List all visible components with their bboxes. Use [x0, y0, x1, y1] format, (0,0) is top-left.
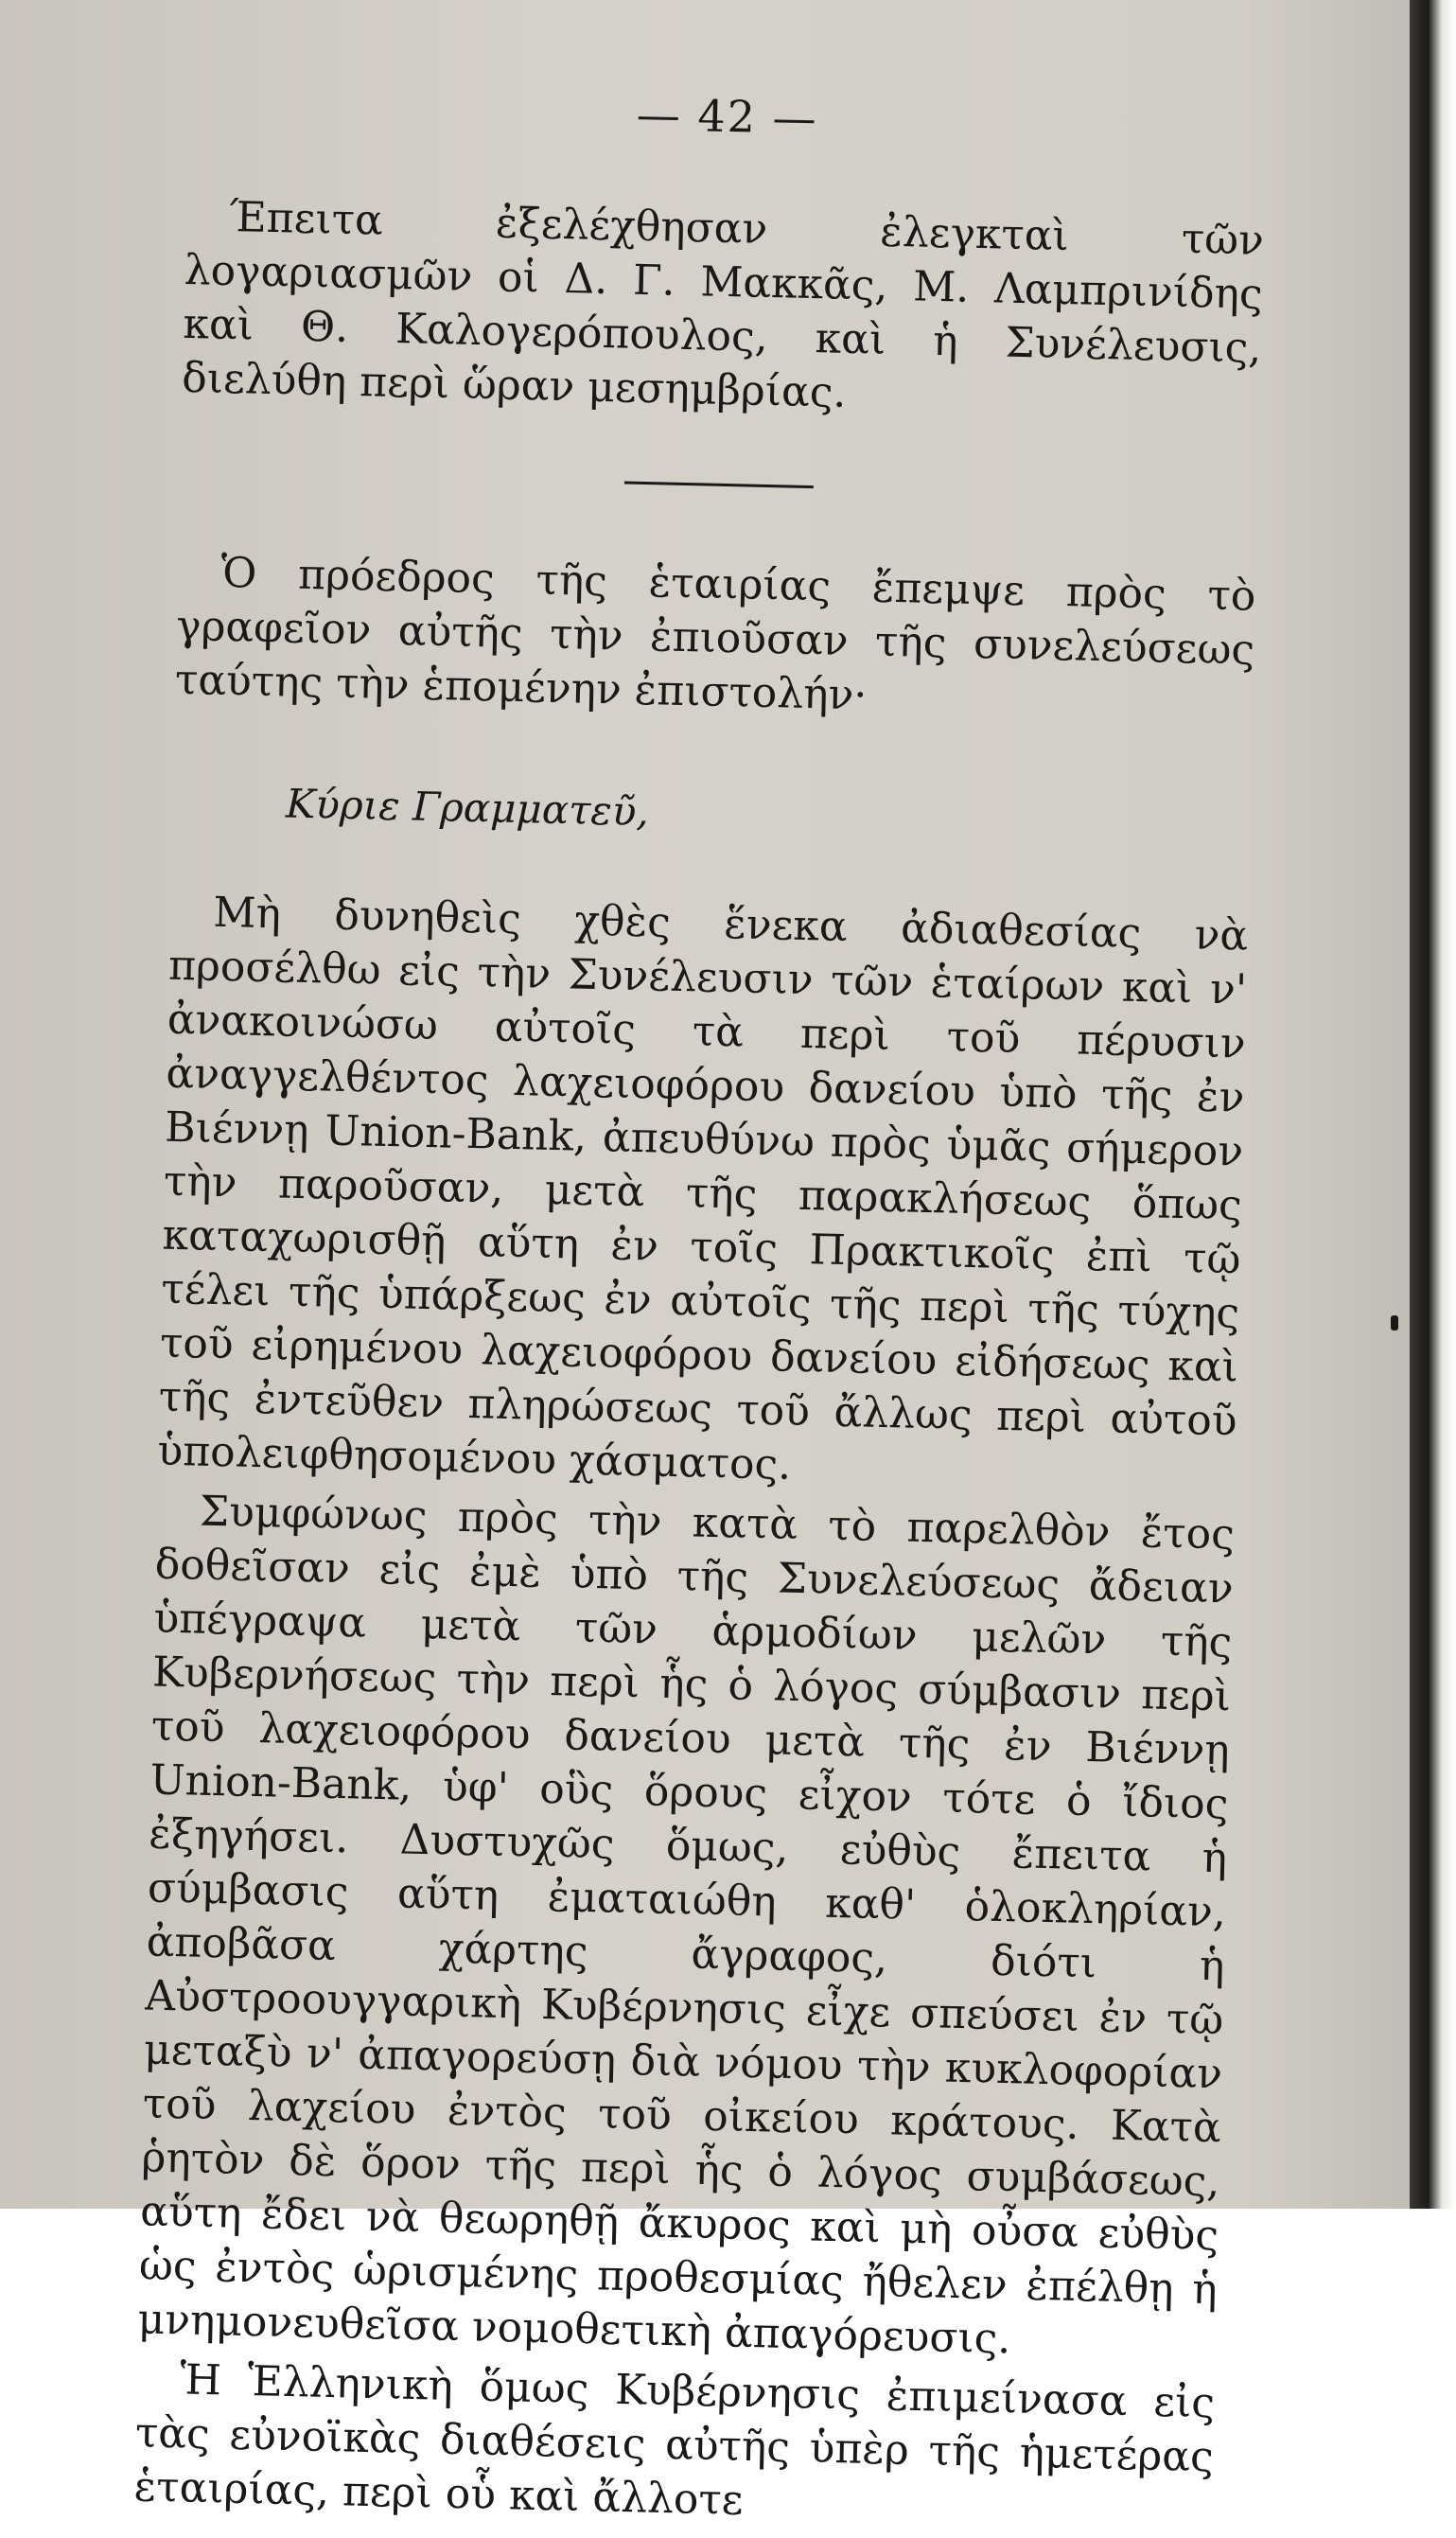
- paragraph-letter-body-3: Ἡ Ἑλληνικὴ ὅμως Κυβέρνησις ἐπιμείνασα εἰς τὰς εὐνοϊκὰς διαθέσεις αὐτῆς ὑπὲρ τῆς ἡμετέρας ἑταιρίας, περὶ οὗ καὶ ἄλλοτε: [133, 2355, 1216, 2525]
- margin-mark: [1391, 1315, 1398, 1331]
- paragraph-letter-body-1: Μὴ δυνηθεὶς χθὲς ἕνεκα ἀδιαθεσίας νὰ προσέλθω εἰς τὴν Συνέλευσιν τῶν ἑταίρων καὶ ν' ἀνακοινώσω αὐτοῖς τὰ περὶ τοῦ πέρυσιν ἀναγγελθέντος λαχειοφόρου δανείου ὑπὸ τῆς ἐν Βιέννῃ Union-Bank, ἀπευθύνω πρὸς ὑμᾶς σήμερον τὴν παροῦσαν, μετὰ τῆς παρακλήσεως ὅπως καταχωρισθῇ αὕτη ἐν τοῖς Πρακτικοῖς ἐπὶ τῷ τέλει τῆς ὑπάρξεως ἐν αὐτοῖς τῆς περὶ τῆς τύχης τοῦ εἰρημένου λαχειοφόρου δανείου εἰδήσεως καὶ τῆς ἐντεῦθεν πληρώσεως τοῦ ἄλλως περὶ αὐτοῦ ὑπολειφθησομένου χάσματος.: [156, 888, 1249, 1489]
- paragraph-letter-body-2: Συμφώνως πρὸς τὴν κατὰ τὸ παρελθὸν ἔτος δοθεῖσαν εἰς ἐμὲ ὑπὸ τῆς Συνελεύσεως ἄδειαν ὑπέγραψα μετὰ τῶν ἁρμοδίων μελῶν τῆς Κυβερνήσεως τὴν περὶ ἧς ὁ λόγος σύμβασιν περὶ τοῦ λαχειοφόρου δανείου μετὰ τῆς ἐν Βιέννῃ Union-Bank, ὑφ' οὓς ὅρους εἶχον τότε ὁ ἴδιος ἐξηγήσει. Δυστυχῶς ὅμως, εὐθὺς ἔπειτα ἡ σύμβασις αὕτη ἐματαιώθη καθ' ὁλοκληρίαν, ἀποβᾶσα χάρτης ἄγραφος, διότι ἡ Αὐστροουγγαρικὴ Κυβέρνησις εἶχε σπεύσει ἐν τῷ μεταξὺ ν' ἀπαγορεύσῃ διὰ νόμου τὴν κυκλοφορίαν τοῦ λαχείου ἐντὸς τοῦ οἰκείου κράτους. Κατὰ ῥητὸν δὲ ὅρον τῆς περὶ ἧς ὁ λόγος συμβάσεως, αὕτη ἔδει νὰ θεωρηθῇ ἄκυρος καὶ μὴ οὖσα εὐθὺς ὡς ἐντὸς ὡρισμένης προθεσμίας ἤθελεν ἐπέλθῃ ἡ μνημονευθεῖσα νομοθετικὴ ἀπαγόρευσις.: [137, 1487, 1236, 2364]
- page-number: — 42 —: [636, 88, 819, 145]
- paragraph-election: Έπειτα ἐξελέχθησαν ἐλεγκταὶ τῶν λογαριασμῶν οἱ Δ. Γ. Μακκᾶς, Μ. Λαμπρινίδης καὶ Θ. Καλογερόπουλος, καὶ ἡ Συνέλευσις, διελύθη περὶ ὥραν μεσημβρίας.: [181, 193, 1265, 417]
- page-text-block: [133, 57, 1268, 2538]
- letter-salutation: Κύριε Γραμματεῦ,: [285, 780, 650, 836]
- paragraph-letter-intro: Ὁ πρόεδρος τῆς ἑταιρίας ἔπεμψε πρὸς τὸ γραφεῖον αὐτῆς τὴν ἐπιοῦσαν τῆς συνελεύσεως ταύτης τὴν ἑπομένην ἐπιστολήν·: [174, 548, 1256, 720]
- section-divider: [624, 482, 814, 489]
- book-gutter: [1410, 0, 1456, 2209]
